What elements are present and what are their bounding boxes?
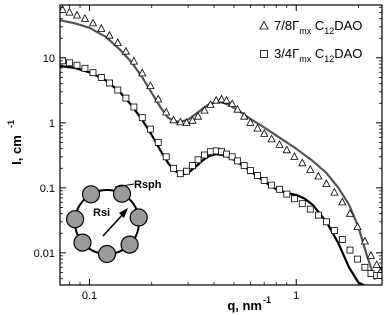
data-point (98, 74, 104, 80)
data-point (362, 264, 368, 270)
data-point (339, 237, 345, 243)
data-point (208, 149, 214, 155)
data-point (147, 126, 153, 132)
data-point (90, 19, 97, 26)
legend-label-part: DAO (334, 46, 363, 61)
data-point (255, 173, 261, 179)
inset-shell-sphere (99, 246, 116, 263)
legend-marker-triangle (260, 22, 268, 30)
inset-label-rsph: Rsph (134, 179, 162, 191)
data-point (291, 196, 297, 202)
inset-shell-sphere (121, 236, 138, 253)
inset-shell-sphere (130, 209, 147, 226)
data-point (190, 163, 196, 169)
data-point (277, 186, 283, 192)
data-point (283, 146, 290, 153)
legend-label-part: 3/4Γ (274, 46, 300, 61)
data-point (123, 95, 129, 101)
data-point (195, 157, 201, 163)
inset-shell-sphere (67, 211, 84, 228)
data-point (122, 48, 129, 55)
data-point (74, 62, 80, 68)
legend-label-part: mx (299, 26, 312, 36)
legend-label-part: mx (299, 54, 312, 64)
data-point (323, 219, 329, 225)
x-axis-title: q, nm (227, 298, 262, 313)
data-point (368, 271, 374, 277)
data-point (373, 261, 380, 268)
data-point (315, 212, 321, 218)
legend-item-1 (260, 18, 362, 36)
data-point (98, 25, 105, 32)
inset-shell-sphere (83, 186, 100, 203)
data-point (82, 65, 88, 71)
legend-label (274, 18, 362, 36)
data-point (331, 228, 337, 234)
legend-item-2 (261, 46, 363, 64)
y-axis-title-group (6, 120, 24, 165)
data-point (315, 173, 322, 180)
data-point (114, 39, 121, 46)
inset-shell-sphere (114, 185, 131, 202)
legend-label-part: 7/8Γ (274, 18, 300, 33)
data-point (247, 168, 253, 174)
data-point (74, 12, 81, 19)
data-point (355, 256, 361, 262)
data-point (155, 139, 161, 145)
x-tick-label: 1 (293, 290, 300, 302)
y-tick-label: 1 (48, 117, 55, 130)
data-point (184, 168, 190, 174)
data-point (81, 15, 88, 22)
data-point (276, 141, 283, 148)
legend (260, 18, 362, 64)
data-point (171, 165, 177, 171)
data-point (347, 247, 353, 253)
legend-marker-square (261, 51, 268, 58)
data-point (106, 32, 113, 39)
data-point (115, 87, 121, 93)
data-point (67, 60, 73, 66)
inset-micelle-diagram (67, 179, 162, 263)
data-point (261, 130, 268, 137)
legend-label-part: C (311, 46, 325, 61)
data-point (90, 70, 96, 76)
legend-label-part: DAO (334, 18, 363, 33)
legend-label-part: C (311, 18, 325, 33)
y-tick-label: 10 (42, 52, 55, 65)
data-point (177, 171, 183, 177)
data-point (299, 159, 306, 166)
data-point (261, 177, 267, 183)
data-point (331, 189, 338, 196)
data-point (354, 223, 361, 230)
data-point (235, 158, 241, 164)
y-axis-title: I, cm (9, 135, 24, 165)
y-tick-label: 0.01 (33, 247, 55, 260)
y-tick-label: 0.1 (39, 182, 55, 195)
legend-label-part: 12 (324, 26, 335, 36)
legend-label-part: 12 (324, 54, 335, 64)
data-point (269, 182, 275, 188)
data-point (139, 115, 145, 121)
inset-shell-sphere (74, 234, 91, 251)
data-point (323, 180, 330, 187)
data-point (284, 191, 290, 197)
data-point (307, 206, 313, 212)
data-point (307, 166, 314, 173)
data-point (368, 252, 375, 259)
x-axis-title-sup: -1 (263, 295, 272, 305)
data-point (299, 201, 305, 207)
legend-label (274, 46, 362, 64)
data-point (224, 151, 230, 157)
data-point (241, 163, 247, 169)
data-point (66, 9, 73, 16)
data-point (268, 135, 275, 142)
data-point (291, 153, 298, 160)
data-point (163, 154, 169, 160)
data-point (107, 80, 113, 86)
inset-label-rsi: Rsi (93, 207, 111, 219)
data-point (131, 104, 137, 110)
x-tick-label: 0.1 (81, 290, 98, 302)
data-point (202, 152, 208, 158)
y-axis-title-sup: -1 (6, 119, 16, 128)
